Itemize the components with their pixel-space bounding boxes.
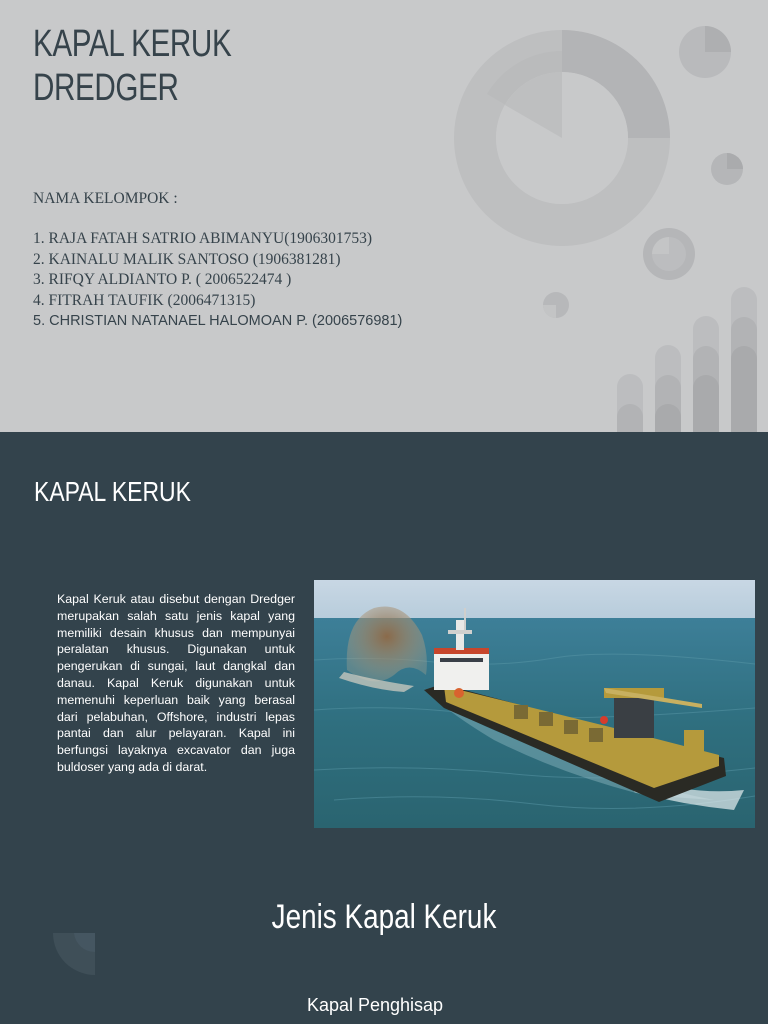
title-line-1: KAPAL KERUK — [33, 23, 232, 65]
member-item: 5. CHRISTIAN NATANAEL HALOMOAN P. (2006576981) — [33, 313, 403, 330]
content-slide — [0, 432, 768, 1024]
member-item: 3. RIFQY ALDIANTO P. ( 2006522474 ) — [33, 271, 292, 289]
dredger-type-label: Kapal Penghisap — [306, 995, 444, 1015]
section-title: KAPAL KERUK — [34, 476, 191, 507]
pie-wedge-2 — [727, 153, 743, 169]
dredger-ship-photo — [314, 580, 755, 828]
presentation-title — [33, 22, 231, 110]
member-item: 2. KAINALU MALIK SANTOSO (1906381281) — [33, 250, 341, 268]
member-list — [33, 229, 402, 331]
types-heading-text: Jenis Kapal Keruk — [271, 898, 497, 936]
pie-wedge-1 — [705, 26, 731, 52]
description-text: Kapal Keruk atau disebut dengan Dredger merupakan salah satu jenis kapal yang memiliki desain khusus dan mempunyai peralatan khusus. Digunakan untuk pengerukan di sungai, laut dangkal dan danau. Kapal Keruk digunakan untuk memenuhi keperluan baik yang berasal dari pelabuhan, Offshore, industri lepas pantai dan alur pelayaran. Kapal ini berfungsi layaknya excavator dan juga buldoser yang ada di darat. — [57, 592, 295, 774]
group-label: NAMA KELOMPOK : — [33, 190, 178, 207]
types-heading — [0, 898, 768, 937]
pie-wedge-3 — [543, 305, 556, 318]
member-item: 1. RAJA FATAH SATRIO ABIMANYU(1906301753) — [33, 230, 373, 248]
bar-columns — [617, 287, 757, 432]
title-slide — [0, 0, 768, 432]
title-line-2: DREDGER — [33, 67, 179, 109]
member-item: 4. FITRAH TAUFIK (2006471315) — [33, 291, 256, 309]
group-members-block — [33, 189, 402, 331]
